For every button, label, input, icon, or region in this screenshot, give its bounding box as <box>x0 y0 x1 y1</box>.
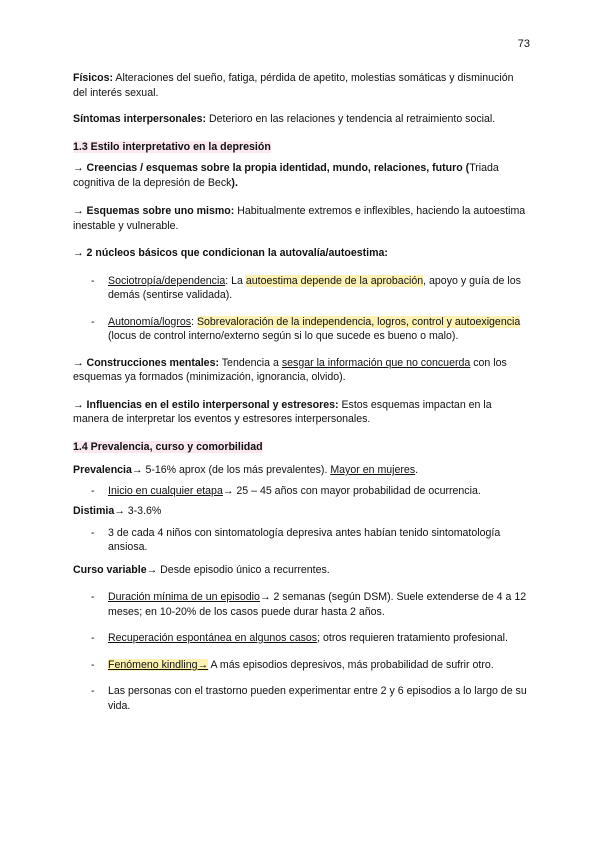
document-body <box>73 71 528 713</box>
interpersonales-paragraph <box>73 112 528 127</box>
distimia-text: → 3-3.6% <box>114 505 162 517</box>
curso-list <box>73 590 528 713</box>
kindling-highlight: Fenómeno kindling→ <box>108 658 209 671</box>
section-title-1-4: 1.4 Prevalencia, curso y comorbilidad <box>73 440 263 453</box>
distimia-paragraph <box>73 504 528 519</box>
list-item-autonomia <box>73 315 528 344</box>
list-item-recuperacion <box>73 631 528 646</box>
creencias-text: Triada cognitiva de la depresión de Beck <box>73 162 499 189</box>
prevalencia-underline: Mayor en mujeres <box>330 464 416 476</box>
curso-text: → Desde episodio único a recurrentes. <box>146 563 330 576</box>
distimia-item-text: 3 de cada 4 niños con sintomatología depresiva antes habían tenido sintomatología ansiosa. <box>108 526 501 553</box>
section-heading-1-3 <box>73 140 528 155</box>
list-item-distimia <box>73 526 528 555</box>
duracion-underline: Duración mínima de un episodio <box>108 591 260 603</box>
inicio-text: → 25 – 45 años con mayor probabilidad de ocurrencia. <box>222 484 481 497</box>
curso-label: Curso variable <box>73 563 147 576</box>
distimia-label: Distimia <box>73 505 115 517</box>
influencias-label: → Influencias en el estilo interpersonal y estresores: <box>73 398 339 411</box>
creencias-paragraph <box>73 161 528 190</box>
list-item-sociotropia <box>73 274 528 303</box>
fisicos-paragraph <box>73 71 528 100</box>
creencias-end: ). <box>231 176 238 189</box>
sociotropia-colon: : La <box>225 274 246 287</box>
section-heading-1-4 <box>73 440 528 455</box>
nucleos-heading <box>73 246 528 261</box>
nucleos-list <box>73 274 528 344</box>
autonomia-colon: : <box>191 315 197 328</box>
list-item-kindling <box>73 658 528 673</box>
autonomia-label: Autonomía/logros <box>108 315 192 328</box>
sociotropia-text: , apoyo y guía de los demás (sentirse validada). <box>108 274 521 301</box>
prevalencia-label: Prevalencia <box>73 464 132 476</box>
esquemas-text: Habitualmente extremos e inflexibles, haciendo la autoestima inestable y vulnerable. <box>73 205 526 232</box>
inicio-underline: Inicio en cualquier etapa <box>108 484 223 497</box>
esquemas-paragraph <box>73 204 528 233</box>
section-title-1-3: 1.3 Estilo interpretativo en la depresión <box>73 140 271 153</box>
construcciones-text-2: con los esquemas ya formados (minimización, ignorancia, olvido). <box>73 356 507 383</box>
interpersonales-label: Síntomas interpersonales: <box>73 113 207 125</box>
duracion-text: → 2 semanas (según DSM). Suele extenderse de 4 a 12 meses; en 10-20% de los casos puede durar hasta 2 años. <box>108 591 527 618</box>
fisicos-label: Físicos: <box>73 72 114 84</box>
prevalencia-text: → 5-16% aprox (de los más prevalentes). <box>131 464 331 476</box>
list-item-inicio <box>73 484 528 499</box>
page-number: 73 <box>517 38 530 50</box>
autonomia-highlight: Sobrevaloración de la independencia, logros, control y autoexigencia <box>196 315 521 328</box>
sociotropia-label: Sociotropía/dependencia <box>108 274 226 287</box>
construcciones-paragraph <box>73 356 528 385</box>
prevalencia-end: . <box>415 464 419 476</box>
prevalencia-list <box>73 484 528 499</box>
distimia-list <box>73 526 528 555</box>
episodios-text: Las personas con el trastorno pueden experimentar entre 2 y 6 episodios a lo largo de su vida. <box>108 685 527 712</box>
construcciones-underline: sesgar la información que no concuerda <box>281 356 471 369</box>
kindling-text: A más episodios depresivos, más probabilidad de sufrir otro. <box>208 658 494 671</box>
influencias-paragraph <box>73 398 528 427</box>
fisicos-text: Alteraciones del sueño, fatiga, pérdida de apetito, molestias somáticas y disminución del interés sexual. <box>73 72 514 99</box>
influencias-text: Estos esquemas impactan en la manera de interpretar los eventos y estresores interpersonales. <box>73 398 492 425</box>
nucleos-label: → 2 núcleos básicos que condicionan la autovalía/autoestima: <box>73 247 388 259</box>
recuperacion-text: ; otros requieren tratamiento profesional. <box>317 632 508 644</box>
autonomia-text: (locus de control interno/externo según si lo que sucede es bueno o malo). <box>108 330 459 342</box>
curso-paragraph <box>73 563 528 578</box>
list-item-episodios <box>73 684 528 713</box>
interpersonales-text: Deterioro en las relaciones y tendencia al retraimiento social. <box>206 113 496 125</box>
prevalencia-paragraph <box>73 463 528 478</box>
sociotropia-highlight: autoestima depende de la aprobación <box>245 274 424 287</box>
construcciones-label: → Construcciones mentales: <box>73 356 219 369</box>
creencias-label: → Creencias / esquemas sobre la propia identidad, mundo, relaciones, futuro ( <box>73 162 470 174</box>
esquemas-label: → Esquemas sobre uno mismo: <box>73 205 235 217</box>
construcciones-text-1: Tendencia a <box>219 356 282 369</box>
recuperacion-underline: Recuperación espontánea en algunos casos <box>108 632 318 644</box>
list-item-duracion <box>73 590 528 619</box>
